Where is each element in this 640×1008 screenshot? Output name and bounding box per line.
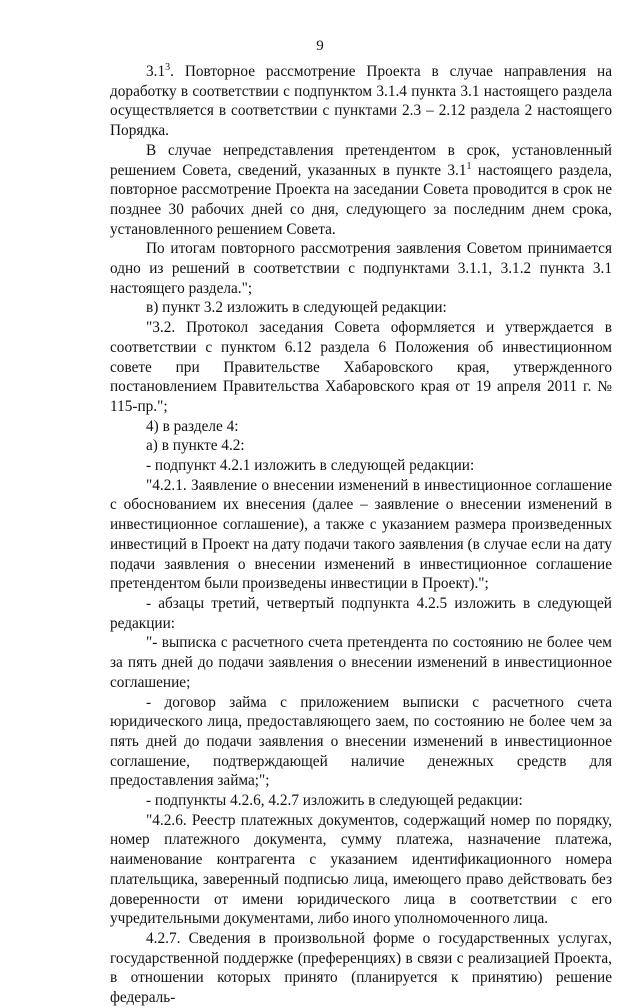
- body-text: [110, 62, 612, 1008]
- paragraph-4-2-5-intro: - абзацы третий, четвертый подпункта 4.2.5 изложить в следующей редакции:: [110, 594, 612, 632]
- paragraph-results: По итогам повторного рассмотрения заявления Советом принимается одно из решений в соответствии с подпунктами 3.1.1, 3.1.2 пункта 3.1 настоящего раздела.";: [110, 240, 612, 297]
- paragraph-3-2: "3.2. Протокол заседания Совета оформляется и утверждается в соответствии с пунктом 6.12 раздела 6 Положения об инвестиционном совете при Правительстве Хабаровского края, утвержденного постановлением Правительства Хабаровского края от 19 апреля 2011 г. № 115-пр.";: [110, 319, 612, 415]
- paragraph-text: 3.1: [146, 63, 166, 80]
- paragraph-bank-statement: "- выписка с расчетного счета претендента по состоянию не более чем за пять дней до подачи заявления о внесении изменений в инвестиционное соглашение;: [110, 634, 612, 691]
- superscript: 1: [466, 160, 472, 172]
- paragraph-section-4: 4) в разделе 4:: [146, 417, 239, 435]
- paragraph-item-v: в) пункт 3.2 изложить в следующей редакции:: [146, 299, 447, 317]
- paragraph-nonsubmission: [110, 141, 612, 240]
- paragraph-item-a: а) в пункте 4.2:: [146, 437, 245, 455]
- paragraph-4-2-1: "4.2.1. Заявление о внесении изменений в инвестиционное соглашение с обоснованием их внесения (далее – заявление о внесении изменений в инвестиционное соглашение), а также с указанием размера произведенных инвестиций в Проект на дату подачи такого заявления (в случае если на дату подачи заявления о внесении изменений в инвестиционное соглашение претендентом были произведены инвестиции в Проект).";: [110, 476, 612, 593]
- superscript: 3: [165, 62, 171, 73]
- paragraph-loan-agreement: - договор займа с приложением выписки с расчетного счета юридического лица, предоставляющего заем, по состоянию не более чем за пять дней до подачи заявления о внесении изменений в инвестиционное соглашение, подтверждающей наличие денежных средств для предоставления займа;";: [110, 693, 612, 790]
- paragraph-text: В случае непредставления претендентом в срок, установленный решением Совета, сведений, указанных в пункте 3.1: [110, 141, 612, 179]
- paragraph-4-2-7: 4.2.7. Сведения в произвольной форме о государственных услугах, государственной поддержке (преференциях) в связи с реализацией Проекта, в отношении которых принято (планируется к принятию) решение федераль-: [110, 929, 612, 1007]
- paragraph-4-2-6-intro: - подпункты 4.2.6, 4.2.7 изложить в следующей редакции:: [146, 792, 523, 810]
- paragraph-4-2-6: "4.2.6. Реестр платежных документов, содержащий номер по порядку, номер платежного документа, сумму платежа, назначение платежа, наименование контрагента с указанием идентификационного номера плательщика, заверенный подписью лица, имеющего право действовать без доверенности от имени юридического лица в соответствии с его учредительными документами, либо иного уполномоченного лица.: [110, 811, 612, 928]
- page-number: 9: [316, 38, 324, 54]
- paragraph-text: настоящего раздела, повторное рассмотрение Проекта на заседании Совета проводится в срок не позднее 30 рабочих дней со дня, следующего за последним днем срока, установленного решением Совета.: [110, 161, 612, 238]
- paragraph-subitem-4-2-1-intro: - подпункт 4.2.1 изложить в следующей редакции:: [146, 457, 475, 475]
- paragraph-3-1-3: [110, 62, 612, 141]
- paragraph-text: . Повторное рассмотрение Проекта в случае направления на доработку в соответствии с подпунктом 3.1.4 пункта 3.1 настоящего раздела осуществляется в соответствии с пунктами 2.3 – 2.12 раздела 2 настоящего Порядка.: [110, 63, 612, 140]
